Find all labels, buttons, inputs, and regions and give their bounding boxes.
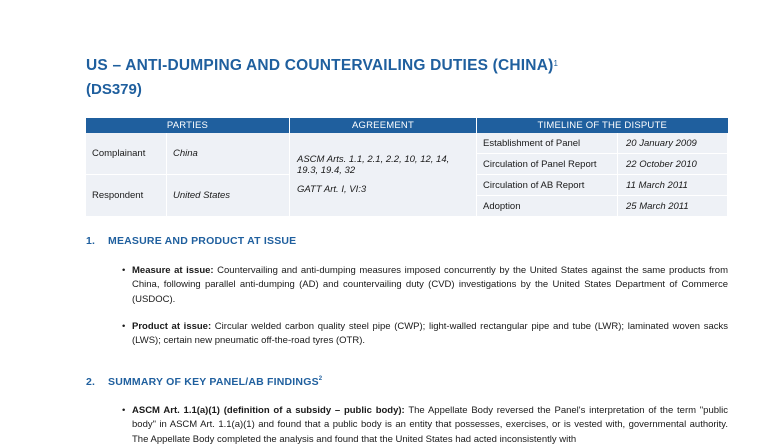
party-name: China <box>167 133 290 175</box>
timeline-date: 20 January 2009 <box>618 133 728 154</box>
section-title: SUMMARY OF KEY PANEL/AB FINDINGS <box>108 376 319 388</box>
bullet-body: The Appellate Body reversed the Panel's interpretation of the term "public body" in ASCM Art. 1.1(a)(1) and found that a public body is an entity that possesses, exercises, or is vested with, governmental authority. The Appellate Body completed the analysis and found that the United States had acted inconsistently with <box>132 405 728 445</box>
section-title: MEASURE AND PRODUCT AT ISSUE <box>108 235 297 247</box>
document-title <box>86 56 558 76</box>
title-footnote-ref[interactable]: 1 <box>553 59 559 68</box>
timeline-date: 22 October 2010 <box>618 154 728 175</box>
timeline-event: Adoption <box>477 196 618 217</box>
section-footnote-ref[interactable]: 2 <box>318 376 323 382</box>
bullet-body: Countervailing and anti-dumping measures imposed concurrently by the United States against the same products from China, following parallel anti-dumping (AD) and countervailing duty (CVD) investigations by the United States Department of Commerce (USDOC). <box>132 265 728 305</box>
bullet-body: Circular welded carbon quality steel pipe (CWP); light-walled rectangular pipe and tube (LWR); laminated woven sacks (LWS); certain new pneumatic off-the-road tyres (OTR). <box>132 321 729 347</box>
timeline-event: Establishment of Panel <box>477 133 618 154</box>
bullet-icon: • <box>122 321 126 332</box>
agreement-line: 19.3, 19.4, 32 <box>297 165 356 176</box>
party-role: Respondent <box>86 175 167 217</box>
timeline-date: 11 March 2011 <box>618 175 728 196</box>
section-number: 1. <box>86 235 96 247</box>
bullet-icon: • <box>122 265 126 276</box>
bullet-text <box>132 404 728 447</box>
party-name: United States <box>167 175 290 217</box>
bullet-lead: Product at issue: <box>132 321 212 332</box>
section-heading-findings <box>86 376 322 388</box>
party-role: Complainant <box>86 133 167 175</box>
bullet-lead: Measure at issue: <box>132 265 214 276</box>
section-heading-measure <box>86 235 296 247</box>
list-item-product <box>86 320 728 349</box>
dispute-summary-table <box>86 118 728 217</box>
header-agreement: AGREEMENT <box>290 118 477 133</box>
bullet-lead: ASCM Art. 1.1(a)(1) (definition of a subsidy – public body): <box>132 405 405 416</box>
document-title-text: US – ANTI-DUMPING AND COUNTERVAILING DUTIES (CHINA) <box>86 57 554 74</box>
header-timeline: TIMELINE OF THE DISPUTE <box>477 118 728 133</box>
agreement-spacer <box>297 176 476 184</box>
section-number: 2. <box>86 376 96 388</box>
agreement-line: ASCM Arts. 1.1, 2.1, 2.2, 10, 12, 14, <box>297 154 450 165</box>
timeline-event: Circulation of Panel Report <box>477 154 618 175</box>
list-item-measure <box>86 264 728 307</box>
timeline-event: Circulation of AB Report <box>477 175 618 196</box>
bullet-text <box>132 264 728 307</box>
bullet-icon: • <box>122 405 126 416</box>
table-row <box>86 133 728 154</box>
table-header-row <box>86 118 728 133</box>
list-item-ascm <box>86 404 728 447</box>
timeline-date: 25 March 2011 <box>618 196 728 217</box>
header-parties: PARTIES <box>86 118 290 133</box>
bullet-text <box>132 320 728 349</box>
dispute-code: (DS379) <box>86 81 142 98</box>
agreement-cell <box>290 133 477 217</box>
agreement-line: GATT Art. I, VI:3 <box>297 184 367 195</box>
